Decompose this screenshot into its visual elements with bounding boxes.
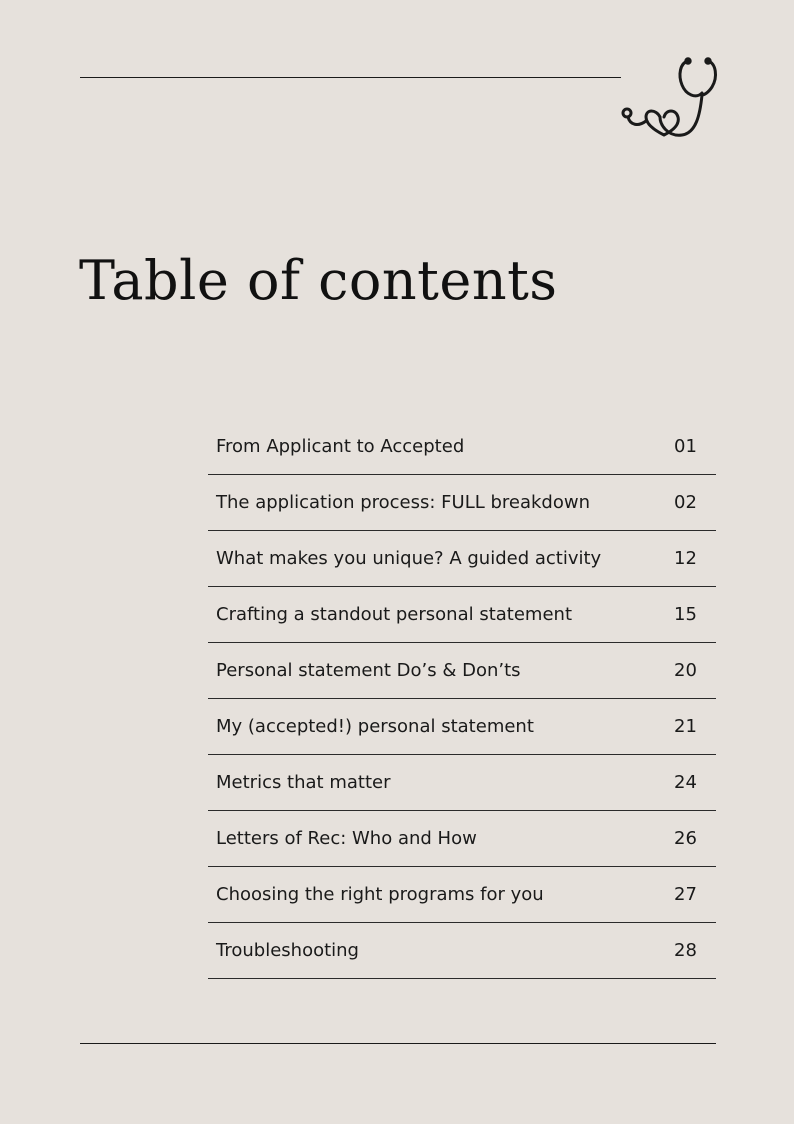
toc-entry-page-number: 20 <box>674 660 697 681</box>
toc-entry-label: Choosing the right programs for you <box>216 884 544 905</box>
toc-entry-page-number: 21 <box>674 716 697 737</box>
toc-entry[interactable] <box>208 531 716 587</box>
toc-entry-label: My (accepted!) personal statement <box>216 716 534 737</box>
toc-entry-label: Personal statement Do’s & Don’ts <box>216 660 521 681</box>
page-title: Table of contents <box>79 249 558 312</box>
toc-entry[interactable] <box>208 475 716 531</box>
toc-entry-label: Metrics that matter <box>216 772 391 793</box>
toc-entry[interactable] <box>208 867 716 923</box>
toc-entry[interactable] <box>208 699 716 755</box>
toc-entry[interactable] <box>208 643 716 699</box>
top-divider <box>80 77 621 78</box>
toc-entry-label: Troubleshooting <box>216 940 359 961</box>
toc-entry-label: From Applicant to Accepted <box>216 436 465 457</box>
toc-entry-label: Crafting a standout personal statement <box>216 604 573 625</box>
toc-entry[interactable] <box>208 811 716 867</box>
toc-entry-label: Letters of Rec: Who and How <box>216 828 477 849</box>
toc-entry-label: The application process: FULL breakdown <box>216 492 591 513</box>
toc-entry-page-number: 27 <box>674 884 697 905</box>
toc-entry[interactable] <box>208 419 716 475</box>
toc-entry-page-number: 15 <box>674 604 697 625</box>
toc-entry[interactable] <box>208 587 716 643</box>
toc-entry-page-number: 02 <box>674 492 697 513</box>
toc-entry-page-number: 12 <box>674 548 697 569</box>
toc-entry-page-number: 28 <box>674 940 697 961</box>
bottom-divider <box>80 1043 716 1044</box>
toc-entry-page-number: 01 <box>674 436 697 457</box>
toc-entry-page-number: 24 <box>674 772 697 793</box>
table-of-contents <box>208 419 716 979</box>
toc-entry[interactable] <box>208 923 716 979</box>
stethoscope-heart-icon <box>620 55 720 145</box>
toc-entry[interactable] <box>208 755 716 811</box>
toc-entry-page-number: 26 <box>674 828 697 849</box>
toc-entry-label: What makes you unique? A guided activity <box>216 548 602 569</box>
